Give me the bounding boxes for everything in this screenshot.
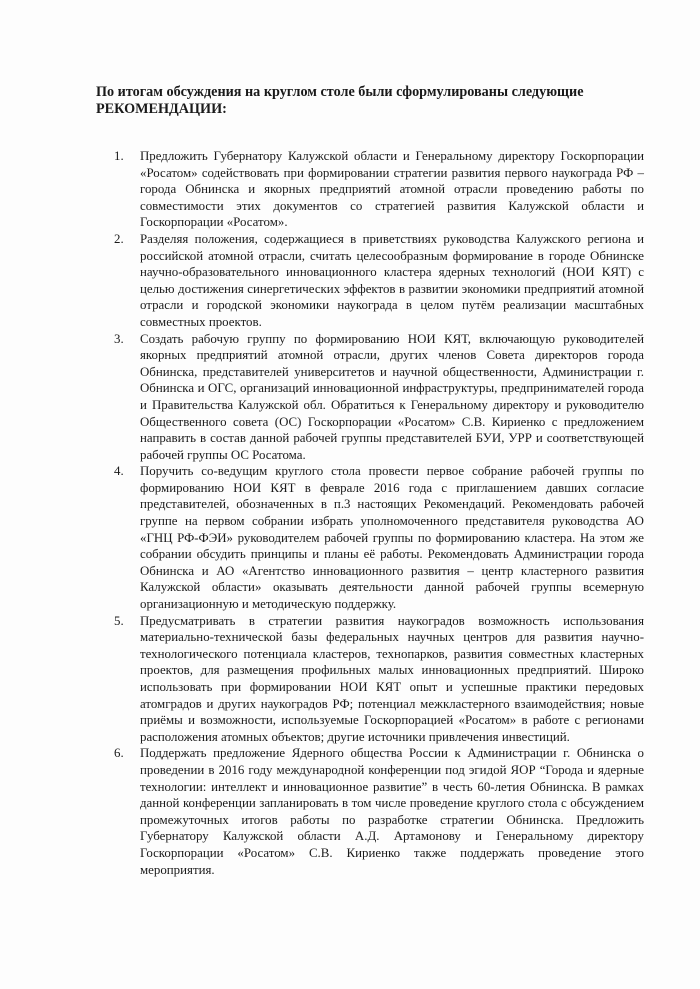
item-number: 5. xyxy=(114,613,124,628)
item-number: 4. xyxy=(114,464,124,479)
recommendation-item-6 xyxy=(114,745,644,878)
recommendation-item-4 xyxy=(114,463,644,612)
item-number: 2. xyxy=(114,231,124,246)
heading-line-1: По итогам обсуждения на круглом столе были сформулированы следующие xyxy=(96,84,584,100)
item-text: Поручить со-ведущим круглого стола провести первое собрание рабочей группы по формированию НОИ КЯТ в феврале 2016 года с приглашением давших согласие представителей, обозначенных в п.3 настоящих Рекомендаций. Рекомендовать рабочей группе на первом собрании избрать уполномоченного представителя руководства АО «ГНЦ РФ-ФЭИ» руководителем рабочей группы по формированию кластера. На этом же собрании обсудить принципы и планы её работы. Рекомендовать Администрации города Обнинска и АО «Агентство инновационного развития – центр кластерного развития Калужской области» оказывать деятельности данной рабочей группы всемерную организационную и методическую поддержку. xyxy=(140,464,644,612)
document-heading xyxy=(96,84,616,118)
item-text: Создать рабочую группу по формированию НОИ КЯТ, включающую руководителей якорных предприятий атомной отрасли, других членов Совета директоров города Обнинска, представителей университетов и научной общественности, Администрации г. Обнинска и ОГС, организаций инновационной инфраструктуры, предпринимателей города и Правительства Калужской обл. Обратиться к Генеральному директору и руководителю Общественного совета (ОС) Госкорпорации «Росатом» С.В. Кириенко с предложением направить в состав данной рабочей группы представителей БУИ, УРР и соответствующей рабочей группы ОС Росатома. xyxy=(140,331,644,462)
recommendation-item-1 xyxy=(114,148,644,231)
recommendation-item-2 xyxy=(114,231,644,331)
item-number: 3. xyxy=(114,331,124,346)
item-number: 6. xyxy=(114,746,124,761)
item-text: Поддержать предложение Ядерного общества России к Администрации г. Обнинска о проведении в 2016 году международной конференции под эгидой ЯОР “Города и ядерные технологии: интеллект и инновационное развитие” в честь 60-летия Обнинска. В рамках данной конференции запланировать в том числе проведение круглого стола с обсуждением промежуточных итогов работы по разработке стратегии Обнинска. Предложить Губернатору Калужской области А.Д. Артамонову и Генеральному директору Госкорпорации «Росатом» С.В. Кириенко также поддержать проведение этого мероприятия. xyxy=(140,746,644,877)
recommendation-item-3 xyxy=(114,331,644,464)
item-text: Предложить Губернатору Калужской области и Генеральному директору Госкорпорации «Росатом» содействовать при формировании стратегии развития первого наукограда РФ – города Обнинска и якорных предприятий атомной отрасли проведению работы по совместимости этих документов со стратегией развития Калужской области и Госкорпорации «Росатом». xyxy=(140,149,644,230)
recommendations-list xyxy=(114,148,644,878)
item-number: 1. xyxy=(114,149,124,163)
item-text: Предусматривать в стратегии развития наукоградов возможность использования материально-технической базы федеральных научных центров для развития научно-технологического потенциала кластеров, технопарков, развития совместных кластерных проектов, для размещения профильных малых инновационных предприятий. Широко использовать при формировании НОИ КЯТ опыт и успешные практики передовых атомградов и других наукоградов РФ; потенциал межкластерного взаимодействия; новые приёмы и возможности, используемые Госкорпорацией «Росатом» в работе с регионами расположения атомных объектов; другие источники привлечения инвестиций. xyxy=(140,613,644,744)
recommendation-item-5 xyxy=(114,613,644,746)
item-text: Разделяя положения, содержащиеся в приветствиях руководства Калужского региона и российской атомной отрасли, считать целесообразным формирование в городе Обнинске научно-образовательного инновационного кластера ядерных технологий (НОИ КЯТ) с целью достижения синергетических эффектов в развитии экономики предприятий атомной отрасли и городской экономики наукограда в целом путём реализации масштабных совместных проектов. xyxy=(140,231,644,329)
heading-line-2: РЕКОМЕНДАЦИИ: xyxy=(96,101,227,117)
